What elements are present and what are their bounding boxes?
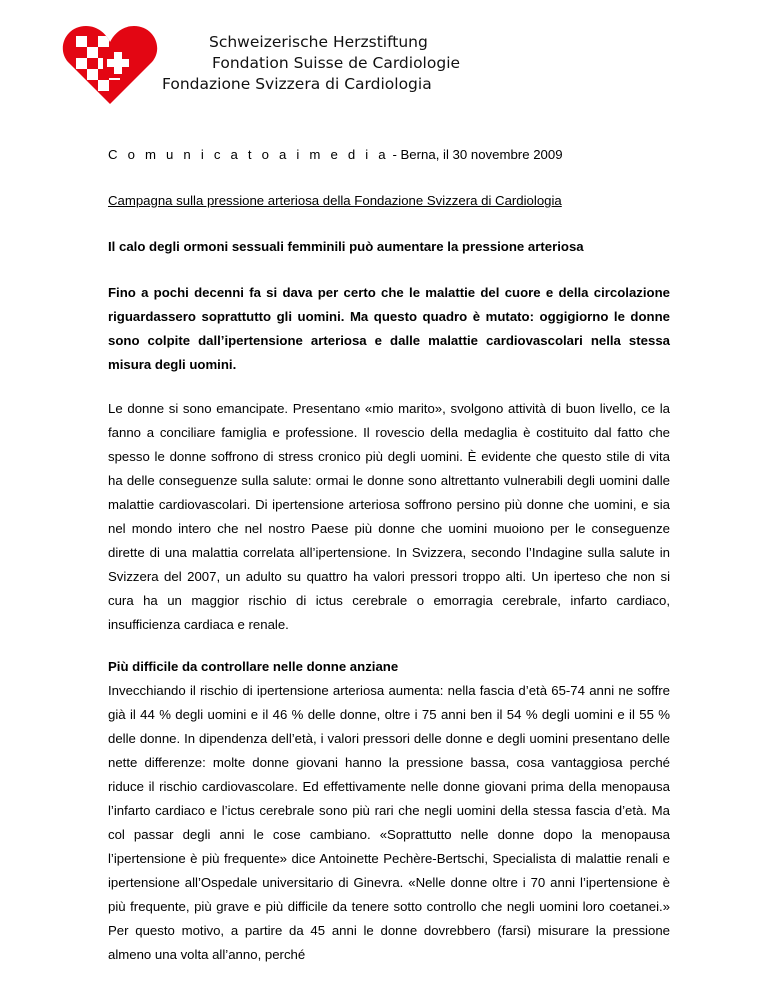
subheading: Più difficile da controllare nelle donne anziane (108, 659, 399, 674)
headline: Il calo degli ormoni sessuali femminili può aumentare la pressione arteriosa (108, 239, 584, 254)
body-paragraph-1: Le donne si sono emancipate. Presentano «mio marito», svolgono attività di buon livello, ce la fanno a conciliare famiglia e professione. Il rovescio della medaglia è costituito dal fatto che spesso le donne soffrono di stress cronico più degli uomini. È evidente che questo stile di vita ha delle conseguenze sulla salute: ormai le donne sono altrettanto vulnerabili degli uomini dalle malattie cardiovascolari. Di ipertensione arteriosa soffrono persino più donne che uomini, e sia nel mondo intero che nel nostro Paese più donne che uomini muoiono per le conseguenze dirette di una malattia correlata all’ipertensione. In Svizzera, secondo l’Indagine sulla salute in Svizzera del 2007, un adulto su quattro ha valori pressori troppo alti. Un iperteso che non si cura ha un maggior rischio di ictus cerebrale o emorragia cerebrale, infarto cardiaco, insufficienza cardiaca e renale. (108, 401, 670, 632)
press-release-body (108, 143, 670, 967)
dateline-label: C o m u n i c a t o a i m e d i a (108, 147, 389, 162)
dateline-separator: - (388, 147, 401, 162)
lead-paragraph: Fino a pochi decenni fa si dava per certo che le malattie del cuore e della circolazione riguardassero soprattutto gli uomini. Ma questo quadro è mutato: oggigiorno le donne sono colpite dall’ipertensione arteriosa e dalle malattie cardiovascolari nella stessa misura degli uomini. (108, 285, 670, 372)
org-name-german: Schweizerische Herzstiftung (209, 33, 428, 51)
org-name-italian: Fondazione Svizzera di Cardiologia (162, 75, 432, 93)
organization-names (162, 32, 460, 95)
body-paragraph-2: Invecchiando il rischio di ipertensione arteriosa aumenta: nella fascia d’età 65-74 anni ne soffre già il 44 % degli uomini e il 46 % delle donne, oltre i 75 anni ben il 54 % degli uomini e il 55 % delle donne. In dipendenza dell’età, i valori pressori delle donne e degli uomini presentano delle nette differenze: molte donne giovani hanno la pressione bassa, cosa vantaggiosa perché riduce il rischio cardiovascolare. Ed effettivamente nelle donne giovani prima della menopausa l’infarto cardiaco e l’ictus cerebrale sono più rari che negli uomini della stessa fascia d’età. Ma col passar degli anni le cose cambiano. «Soprattutto nelle donne dopo la menopausa l’ipertensione è più frequente» dice Antoinette Pechère-Bertschi, Specialista di malattie renali e ipertensione all’Ospedale universitario di Ginevra. «Nelle donne oltre i 70 anni l’ipertensione è più frequente, più grave e più difficile da tenere sotto controllo che negli uomini loro coetanei.» Per questo motivo, a partire da 45 anni le donne dovrebbero (farsi) misurare la pressione almeno una volta all’anno, perché (108, 683, 670, 962)
dateline-place-date: Berna, il 30 novembre 2009 (400, 147, 563, 162)
org-name-french: Fondation Suisse de Cardiologie (212, 54, 461, 72)
dateline (108, 143, 670, 167)
heart-cross-logo-icon (62, 22, 158, 106)
campaign-title: Campagna sulla pressione arteriosa della Fondazione Svizzera di Cardiologia (108, 193, 562, 208)
